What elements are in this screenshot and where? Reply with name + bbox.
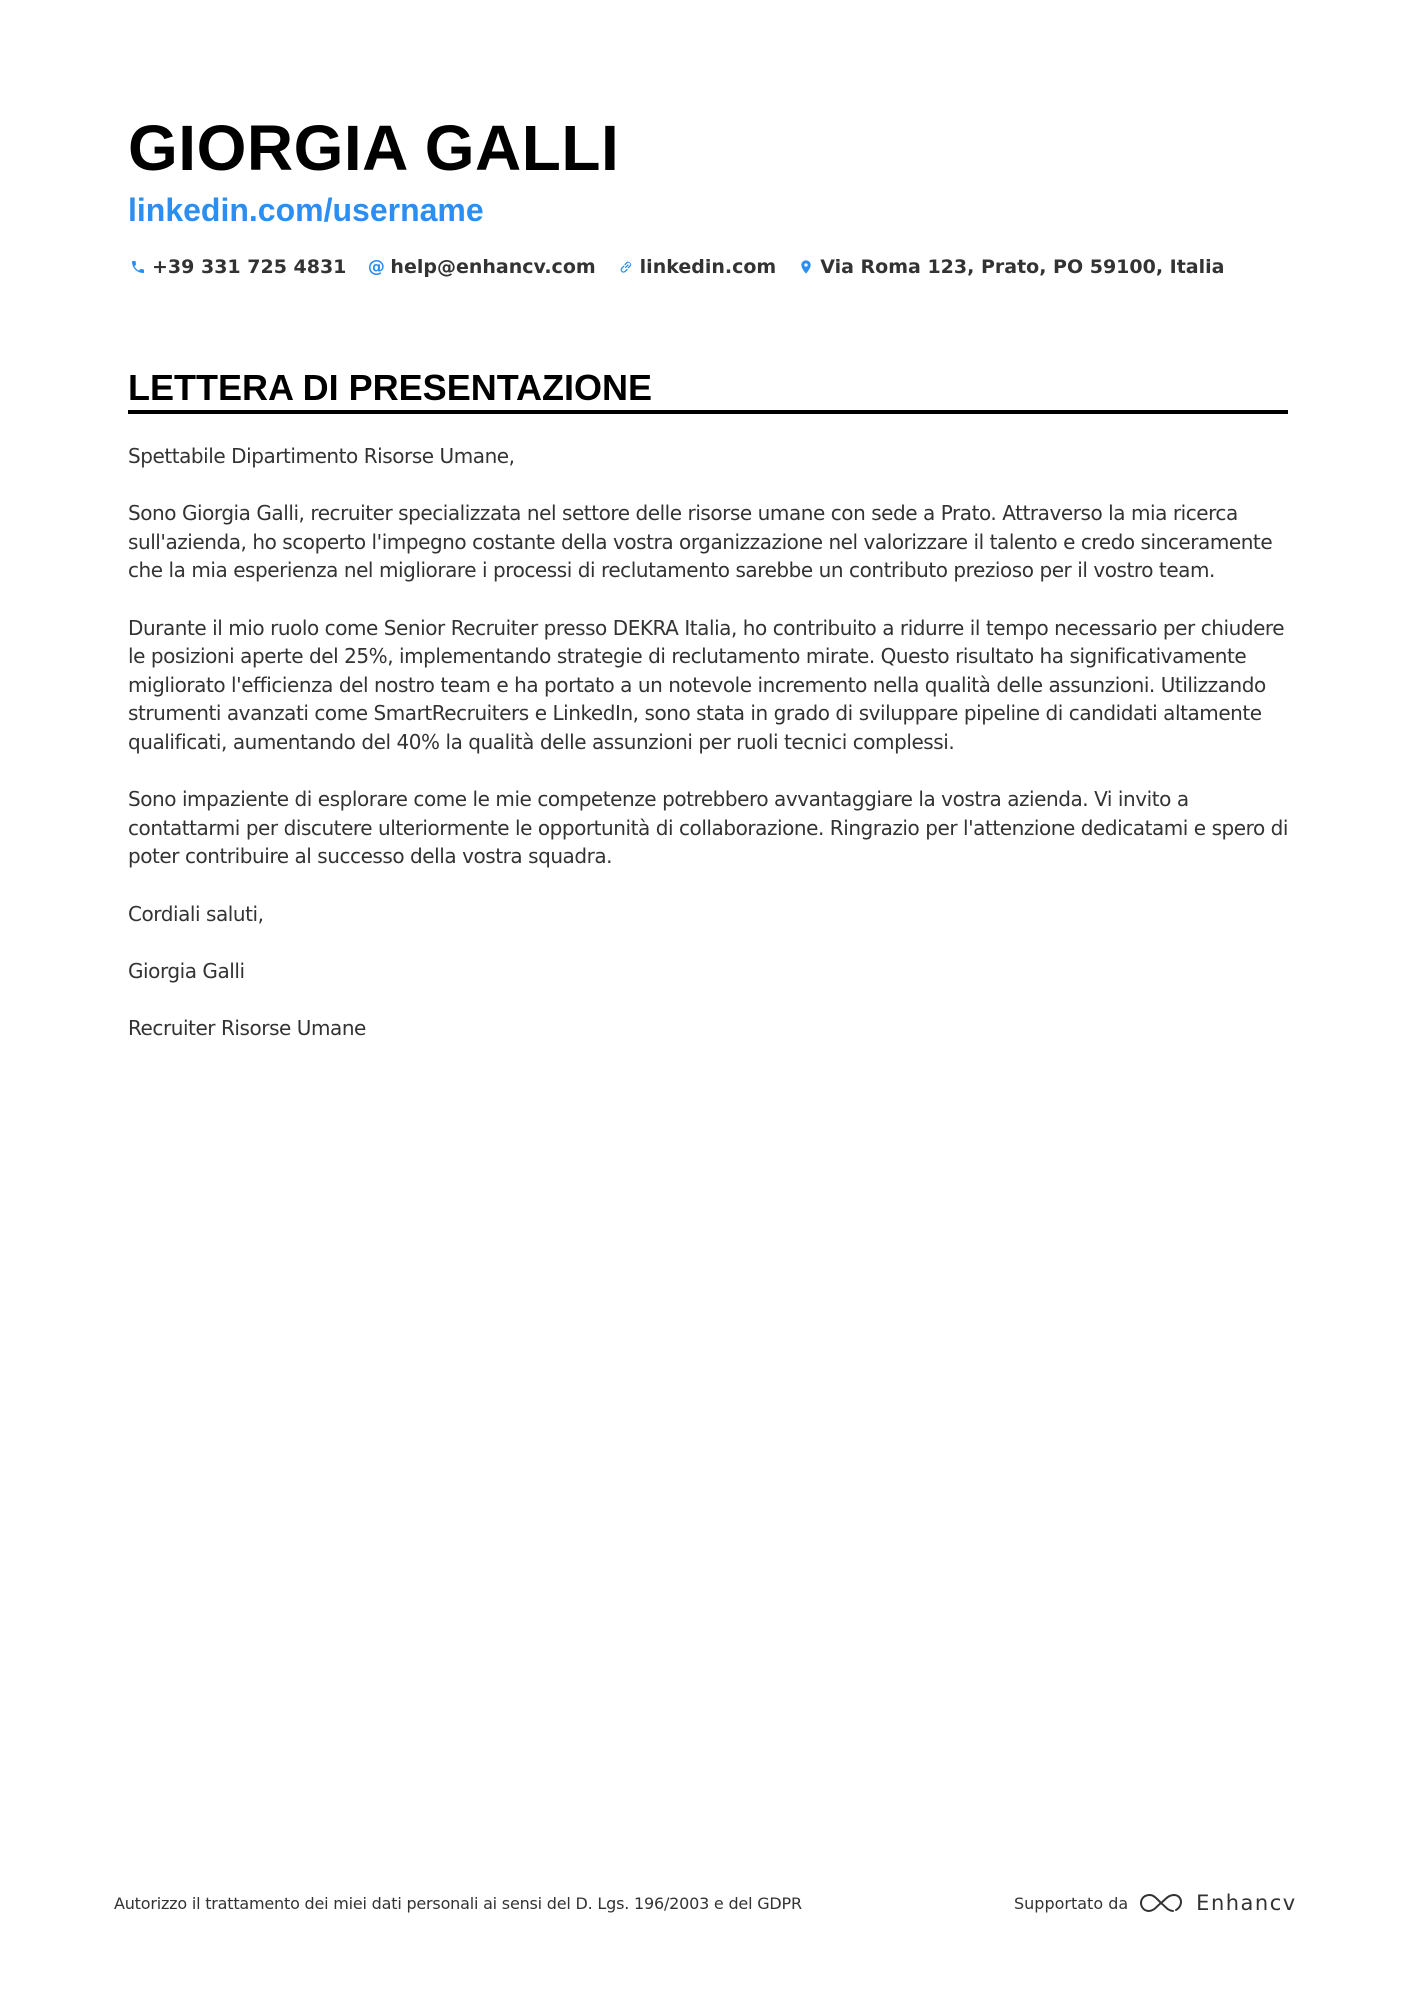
email-address: help@enhancv.com [390,256,596,278]
signature-title: Recruiter Risorse Umane [128,1015,366,1040]
letter-paragraph: Sono impaziente di esplorare come le mie competenze potrebbero avvantaggiare la vostra azienda. Vi invito a contattarmi per discutere ulteriormente le opportunità di collaborazione. Ringrazio per l'attenzione dedicatami e spero di poter contribuire al successo della vostra squadra. [128,787,1289,869]
letter-body [128,442,1290,1071]
letter-greeting: Spettabile Dipartimento Risorse Umane, [128,444,515,468]
section-title: LETTERA DI PRESENTAZIONE [128,367,653,408]
privacy-consent-note: Autorizzo il trattamento dei miei dati personali ai sensi del D. Lgs. 196/2003 e del GDPR [114,1894,802,1913]
phone-icon [128,257,148,277]
profile-link-subtitle[interactable]: linkedin.com/username [128,192,484,228]
location-pin-icon [796,257,816,277]
phone-number: +39 331 725 4831 [152,256,347,278]
contact-address [796,254,1224,280]
postal-address: Via Roma 123, Prato, PO 59100, Italia [820,256,1225,278]
enhancv-logo-icon [1138,1891,1184,1915]
letter-paragraph: Durante il mio ruolo come Senior Recruiter presso DEKRA Italia, ho contribuito a ridurre il tempo necessario per chiudere le posizioni aperte del 25%, implementando strategie di reclutamento mirate. Questo risultato ha significativamente migliorato l'efficienza del nostro team e ha portato a un notevole incremento nella qualità delle assunzioni. Utilizzando strumenti avanzati come SmartRecruiters e LinkedIn, sono stata in grado di sviluppare pipeline di candidati altamente qualificati, aumentando del 40% la qualità delle assunzioni per ruoli tecnici complessi. [128,615,1285,754]
website-link: linkedin.com [639,256,777,278]
powered-by-badge[interactable] [1014,1888,1297,1918]
letter-paragraph: Sono Giorgia Galli, recruiter specializzata nel settore delle risorse umane con sede a Prato. Attraverso la mia ricerca sull'azienda, ho scoperto l'impegno costante della vostra organizzazione nel valorizzare il talento e credo sinceramente che la mia esperienza nel migliorare i processi di reclutamento sarebbe un contributo prezioso per il vostro team. [128,501,1273,583]
at-icon: @ [367,257,385,277]
contact-website[interactable] [616,254,777,280]
brand-name: Enhancv [1196,1891,1297,1915]
contact-email[interactable] [366,254,595,280]
contact-phone[interactable] [128,254,346,280]
link-icon [616,257,636,277]
signature-name: Giorgia Galli [128,958,245,983]
section-divider [128,410,1288,414]
letter-closing: Cordiali saluti, [128,901,264,926]
powered-by-label: Supportato da [1014,1893,1129,1913]
contact-bar [128,254,1244,280]
candidate-name: GIORGIA GALLI [128,112,620,184]
